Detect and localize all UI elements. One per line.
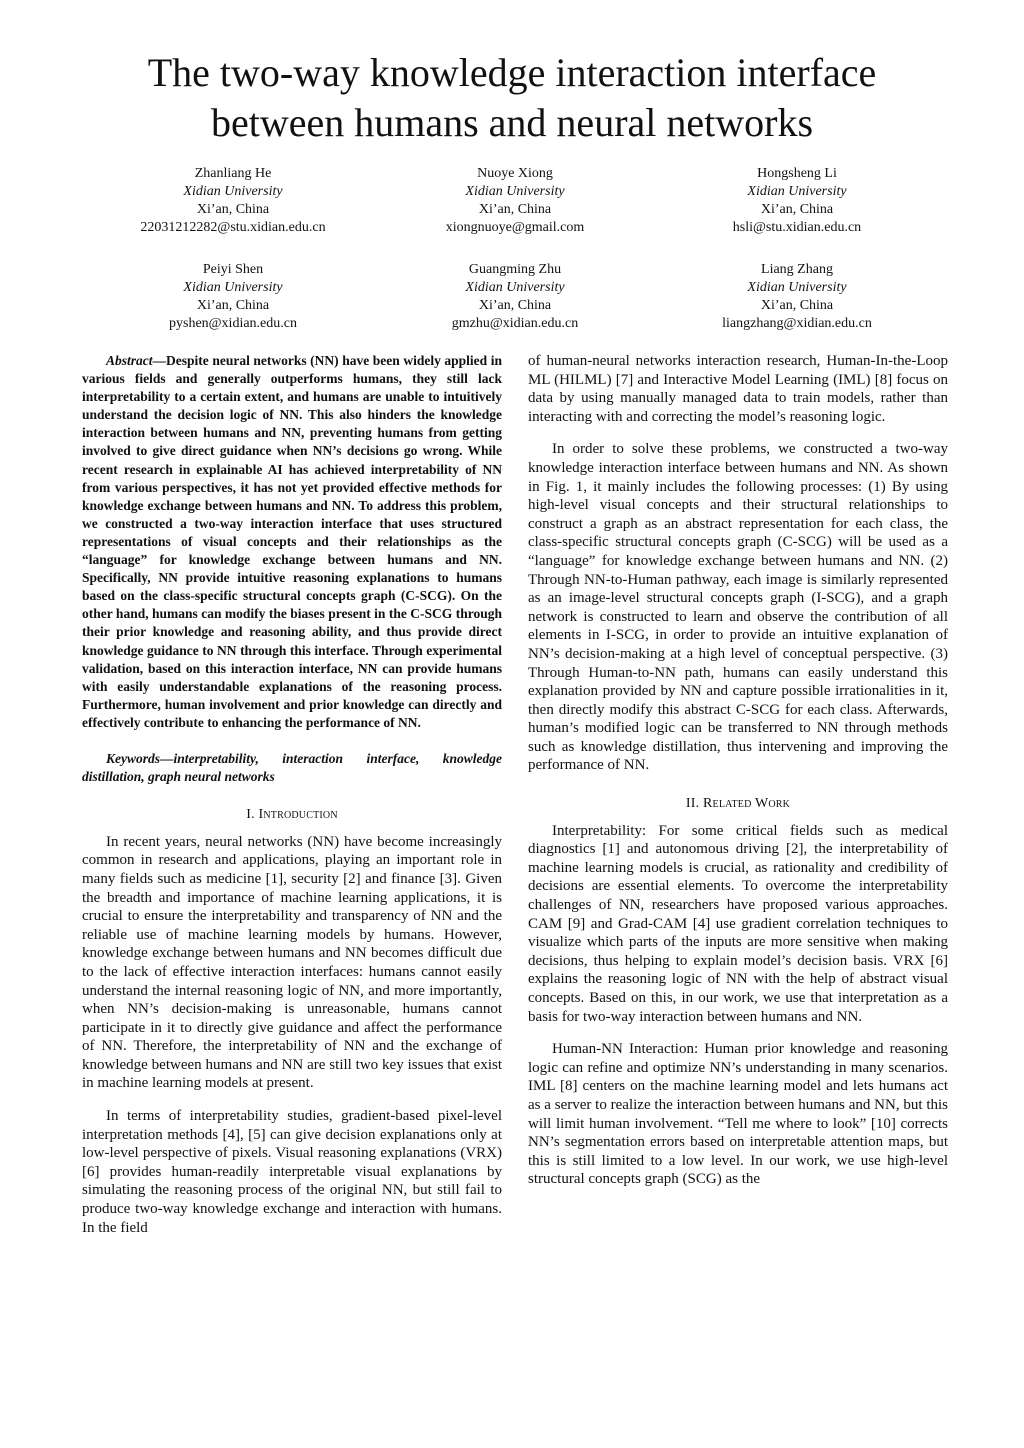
author-card: [374, 165, 656, 237]
keywords-label: Keywords: [106, 750, 160, 766]
author-email: liangzhang@xidian.edu.cn: [722, 316, 872, 331]
author-location: Xi’an, China: [478, 298, 552, 313]
author-location: Xi’an, China: [196, 202, 270, 217]
author-name: Nuoye Xiong: [477, 166, 553, 181]
author-card: [374, 261, 656, 333]
author-email: xiongnuoye@gmail.com: [445, 220, 585, 235]
author-email: hsli@stu.xidian.edu.cn: [732, 220, 862, 235]
section-heading-related-work: [528, 795, 948, 814]
author-card: [92, 165, 374, 237]
keywords: [82, 750, 502, 786]
author-name: Peiyi Shen: [202, 262, 264, 277]
author-name: Guangming Zhu: [468, 262, 562, 277]
abstract: [82, 352, 502, 732]
author-location: Xi’an, China: [196, 298, 270, 313]
abstract-text: —Despite neural networks (NN) have been widely applied in various fields and generally outperforms humans, they still lack interpretability to a certain extent, and humans are unable to intuitively understand the decision logic of NN. This also hinders the knowledge interaction between humans and NN, preventing humans from getting involved to give direct guidance when NN’s decisions go wrong. While recent research in explainable AI has achieved interpretability of NN from various perspectives, it has not yet provided effective methods for knowledge exchange between humans and NN. To address this problem, we constructed a two-way interaction interface that uses structured representations of visual concepts and their relationships as the “language” for knowledge exchange between humans and NN. Specifically, NN provide intuitive reasoning explanations to humans based on the class-specific structural concepts graph (C-SCG). On the other hand, humans can modify the biases present in the C-SCG through their prior knowledge and reasoning ability, and thus provide direct knowledge guidance to NN through this interface. Through experimental validation, based on this interaction interface, NN can provide humans with easily understandable explanations of the reasoning process. Furthermore, human involvement and prior knowledge can directly and effectively contribute to enhancing the performance of NN.: [82, 353, 502, 730]
author-affiliation: Xidian University: [465, 184, 565, 199]
right-column: [528, 352, 948, 1203]
author-affiliation: Xidian University: [183, 280, 283, 295]
author-email: gmzhu@xidian.edu.cn: [451, 316, 579, 331]
author-email: 22031212282@stu.xidian.edu.cn: [140, 220, 326, 235]
related-paragraph-2: Human-NN Interaction: Human prior knowledge and reasoning logic can refine and optimize NN’s understanding in many scenarios. IML [8] centers on the machine learning model and lets humans act as a server to realize the interaction between humans and NN, but this will limit human involvement. “Tell me where to look” [10] corrects NN’s segmentation errors based on interpretable attention maps, but this is still limited to a low level. In our work, we use high-level structural concepts graph (SCG) as the: [528, 1041, 948, 1188]
intro-paragraph-3: of human-neural networks interaction research, Human-In-the-Loop ML (HILML) [7] and Interactive Model Learning (IML) [8] focus on data by using manually managed data to train models, rather than interacting with and correcting the model’s reasoning logic.: [528, 353, 948, 425]
author-card: [656, 165, 938, 237]
section-numeral: II.: [685, 796, 700, 812]
section-title: Introduction: [258, 807, 338, 823]
author-card: [92, 261, 374, 333]
intro-paragraph-1: In recent years, neural networks (NN) have become increasingly common in research and applications, playing an important role in many fields such as medicine [1], security [2] and finance [3]. Given the breadth and importance of machine learning applications, it is crucial to ensure the interpretability and transparency of NN and the reliable use of machine learning models by humans. However, knowledge exchange between humans and NN becomes difficult due to the lack of effective interaction interfaces: humans cannot easily understand the internal reasoning logic of NN, and more importantly, when NN’s decision-making is unreasonable, humans cannot participate in it to directly give guidance and affect the performance of NN. Therefore, the interpretability of NN and the exchange of knowledge between humans and NN are still two key issues that exist in machine learning models at present.: [82, 833, 502, 1092]
section-numeral: I.: [246, 807, 255, 823]
keywords-text: —interpretability, interaction interface, knowledge distillation, graph neural networks: [82, 750, 502, 785]
author-card: [656, 261, 938, 333]
intro-paragraph-4: In order to solve these problems, we constructed a two-way knowledge interaction interface between humans and NN. As shown in Fig. 1, it mainly includes the following processes: (1) By using high-level visual concepts and their structural relationships to construct a graph as an abstract representation for each class, the class-specific structural concepts graph (C-SCG) will be used as a “language” for knowledge exchange between humans and NN. (2) Through NN-to-Human pathway, each image is similarly represented as an image-level structural concepts graph (I-SCG), and a graph network is constructed to learn and observe the contribution of all elements in I-SCG, in order to provide an intuitive explanation of NN’s decision-making at a high level of conceptual perspective. (3) Through Human-to-NN path, humans can easily understand this explanation provided by NN and capture possible irrationalities in it, then directly modify this abstract C-SCG for each class. Afterwards, human’s modified logic can be transferred to NN through methods such as knowledge distillation, thus intervening and improving the performance of NN.: [528, 441, 948, 774]
author-location: Xi’an, China: [760, 298, 834, 313]
author-location: Xi’an, China: [760, 202, 834, 217]
author-affiliation: Xidian University: [747, 280, 847, 295]
author-affiliation: Xidian University: [747, 184, 847, 199]
author-name: Liang Zhang: [761, 262, 833, 277]
author-affiliation: Xidian University: [183, 184, 283, 199]
author-location: Xi’an, China: [478, 202, 552, 217]
paper-title: [0, 48, 1024, 148]
left-column: [82, 352, 502, 1251]
intro-paragraph-2: In terms of interpretability studies, gradient-based pixel-level interpretation methods [4], [5] can give decision explanations only at low-level perspective of pixels. Visual reasoning explanations (VRX) [6] provides human-readily interpretable visual explanations by simulating the reasoning process of the original NN, but still fail to produce two-way knowledge exchange and interaction with humans. In the field: [82, 1108, 502, 1236]
abstract-label: Abstract: [106, 353, 153, 368]
related-paragraph-1: Interpretability: For some critical fields such as medical diagnostics [1] and autonomous driving [2], the interpretability of machine learning models is crucial, as rationality and credibility of decisions are essential elements. To overcome the interpretability challenges of NN, researchers have proposed various approaches. CAM [9] and Grad-CAM [4] use gradient correlation techniques to visualize which parts of the inputs are more sensitive when making decisions, thus helping to explain model’s decision basis. VRX [6] explains the reasoning logic of NN with the help of abstract visual concepts. Based on this, in our work, we use that interpretation as a basis for two-way interaction between humans and NN.: [528, 822, 948, 1025]
author-email: pyshen@xidian.edu.cn: [169, 316, 297, 331]
title-line-1: The two-way knowledge interaction interface: [147, 50, 877, 95]
author-affiliation: Xidian University: [465, 280, 565, 295]
author-name: Zhanliang He: [194, 166, 272, 181]
author-name: Hongsheng Li: [757, 166, 837, 181]
section-title: Related Work: [703, 796, 791, 812]
section-heading-introduction: [82, 806, 502, 825]
title-line-2: between humans and neural networks: [210, 100, 814, 145]
